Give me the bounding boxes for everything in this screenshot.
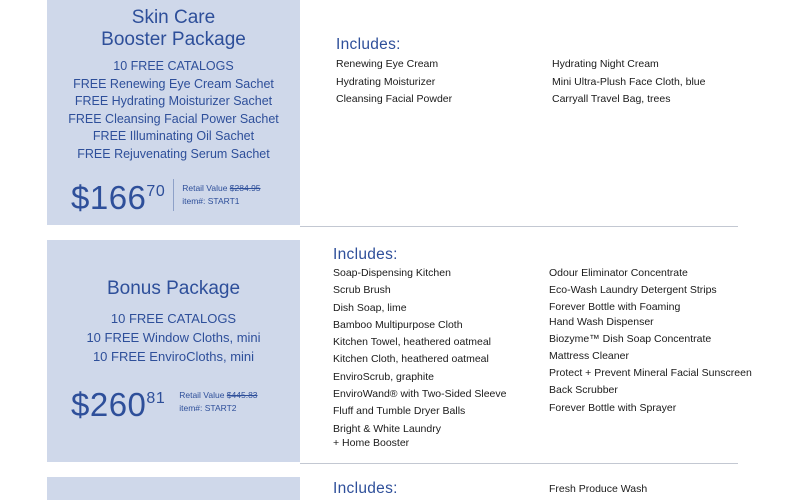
includes-list-col2 bbox=[549, 481, 647, 499]
list-item: Cleansing Facial Powder bbox=[336, 93, 453, 105]
package-title: Bonus Package bbox=[106, 278, 241, 299]
third-package-panel bbox=[47, 477, 300, 500]
includes-list-col2 bbox=[549, 265, 752, 417]
list-item: Hydrating Moisturizer bbox=[336, 75, 436, 88]
item-number: item#: START1 bbox=[182, 196, 240, 206]
price-meta: Retail Value $284.95 item#: START1 bbox=[182, 183, 261, 206]
includes-list-col1 bbox=[333, 265, 507, 452]
package-title-line2: Booster Package bbox=[101, 29, 246, 50]
list-item: Renewing Eye Cream bbox=[336, 58, 439, 70]
list-item: Kitchen Towel, heathered oatmeal bbox=[333, 336, 491, 349]
includes-list-col2 bbox=[552, 56, 705, 109]
list-item: Back Scrubber bbox=[549, 384, 618, 397]
includes-heading: Includes: bbox=[333, 246, 398, 263]
freebie-line: FREE Cleansing Facial Power Sachet bbox=[68, 111, 279, 126]
package-freebies bbox=[47, 309, 300, 366]
item-number: item#: START2 bbox=[179, 403, 237, 413]
list-item: Fresh Produce Wash bbox=[549, 483, 648, 495]
includes-heading: Includes: bbox=[333, 480, 398, 497]
list-item: Bright & White Laundry bbox=[333, 422, 441, 435]
package-price: $\$260^{81}$ bbox=[71, 386, 166, 423]
list-item: Soap-Dispensing Kitchen bbox=[333, 267, 451, 279]
package-freebies bbox=[47, 58, 300, 163]
price-block bbox=[71, 174, 261, 216]
list-item: Mattress Cleaner bbox=[549, 350, 629, 363]
package-title: Skin Care bbox=[131, 7, 216, 28]
skin-care-package-panel bbox=[47, 0, 300, 225]
list-item: EnviroWand® with Two-Sided Sleeve bbox=[333, 388, 507, 401]
list-item: Carryall Travel Bag, trees bbox=[552, 93, 671, 105]
list-item: Mini Ultra-Plush Face Cloth, blue bbox=[552, 75, 706, 88]
section-divider bbox=[300, 226, 738, 227]
list-item: Dish Soap, lime bbox=[333, 301, 407, 314]
list-item: Forever Bottle with Foaming bbox=[549, 301, 681, 314]
freebie-line: FREE Renewing Eye Cream Sachet bbox=[73, 76, 274, 91]
freebie-line: 10 FREE CATALOGS bbox=[113, 59, 234, 73]
section-divider bbox=[300, 463, 738, 464]
list-item: Odour Eliminator Concentrate bbox=[549, 267, 688, 279]
list-item: Scrub Brush bbox=[333, 284, 391, 297]
list-item: Bamboo Multipurpose Cloth bbox=[333, 318, 463, 331]
list-item: Eco-Wash Laundry Detergent Strips bbox=[549, 284, 717, 297]
bonus-package-panel bbox=[47, 240, 300, 462]
list-item: Biozyme™ Dish Soap Concentrate bbox=[549, 332, 712, 345]
list-item: + Home Booster bbox=[333, 436, 410, 449]
list-item: Forever Bottle with Sprayer bbox=[549, 401, 677, 414]
price-meta: Retail Value $445.83 item#: START2 bbox=[179, 390, 258, 413]
freebie-line: FREE Rejuvenating Serum Sachet bbox=[77, 146, 270, 161]
price-divider bbox=[173, 179, 174, 211]
freebie-line: 10 FREE CATALOGS bbox=[110, 311, 237, 326]
freebie-line: 10 FREE Window Cloths, mini bbox=[86, 330, 261, 345]
list-item: Hand Wash Dispenser bbox=[549, 315, 654, 328]
list-item: Protect + Prevent Mineral Facial Sunscreen bbox=[549, 367, 752, 380]
list-item: Hydrating Night Cream bbox=[552, 58, 659, 70]
includes-list-col1 bbox=[336, 56, 452, 109]
price-block bbox=[71, 381, 258, 423]
list-item: Kitchen Cloth, heathered oatmeal bbox=[333, 353, 489, 366]
includes-heading: Includes: bbox=[336, 36, 401, 53]
freebie-line: FREE Illuminating Oil Sachet bbox=[92, 129, 255, 143]
freebie-line: FREE Hydrating Moisturizer Sachet bbox=[74, 94, 273, 108]
package-price: $\$166^{70}$ bbox=[71, 179, 166, 216]
freebie-line: 10 FREE EnviroCloths, mini bbox=[92, 349, 255, 364]
retail-value: $445.83 bbox=[226, 390, 258, 400]
list-item: EnviroScrub, graphite bbox=[333, 370, 434, 383]
retail-value: $284.95 bbox=[229, 183, 261, 193]
list-item: Fluff and Tumble Dryer Balls bbox=[333, 405, 466, 418]
